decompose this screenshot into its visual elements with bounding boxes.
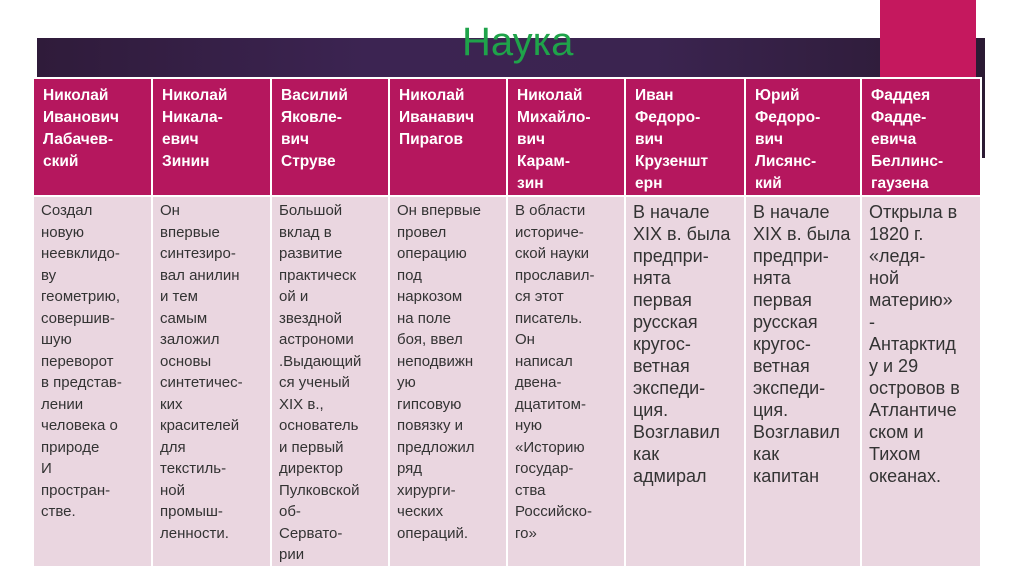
cell-lisyansky: В начале XIX в. была предпри- нята первая русская кругос- ветная экспеди- ция. Возглавил как капитан	[745, 196, 861, 567]
cell-kruzenshtern: В начале XIX в. была предпри- нята первая русская кругос- ветная экспеди- ция. Возглавил как адмирал	[625, 196, 745, 567]
header-cell-pirogov: Николай Иванавич Пирагов	[389, 78, 507, 196]
table-body-row	[33, 196, 981, 567]
slide-title: Наука	[462, 20, 574, 64]
header-cell-karamzin: Николай Михайло- вич Карам- зин	[507, 78, 625, 196]
cell-struve: Большой вклад в развитие практическ ой и звездной астрономи .Выдающий ся ученый XIX в., основатель и первый директор Пулковской об- Сервато- рии	[271, 196, 389, 567]
cell-pirogov: Он впервые провел операцию под наркозом на поле боя, ввел неподвижн ую гипсовую повязку и предложил ряд хирурги- ческих операций.	[389, 196, 507, 567]
header-cell-struve: Василий Яковле- вич Струве	[271, 78, 389, 196]
cell-bellingshausen: Открыла в 1820 г. «ледя- ной материю» - Антарктид у и 29 островов в Атлантиче ском и Тихом океанах.	[861, 196, 981, 567]
table-header-row	[33, 78, 981, 196]
header-cell-lobachevsky: Николай Иванович Лабачев- ский	[33, 78, 152, 196]
scientists-table	[32, 77, 982, 568]
header-cell-zinin: Николай Никала- евич Зинин	[152, 78, 271, 196]
header-cell-lisyansky: Юрий Федоро- вич Лисянс- кий	[745, 78, 861, 196]
cell-lobachevsky: Создал новую неевклидо- ву геометрию, совершив- шую переворот в представ- лении человека о природе И простран- стве.	[33, 196, 152, 567]
cell-karamzin: В области историче- ской науки прославил- ся этот писатель. Он написал двена- дцатитом- ную «Историю государ- ства Российско- го»	[507, 196, 625, 567]
header-cell-bellingshausen: Фаддея Фадде- евича Беллинс- гаузена	[861, 78, 981, 196]
header-cell-kruzenshtern: Иван Федоро- вич Крузеншт ерн	[625, 78, 745, 196]
cell-zinin: Он впервые синтезиро- вал анилин и тем самым заложил основы синтетичес- ких красителей для текстиль- ной промыш- ленности.	[152, 196, 271, 567]
